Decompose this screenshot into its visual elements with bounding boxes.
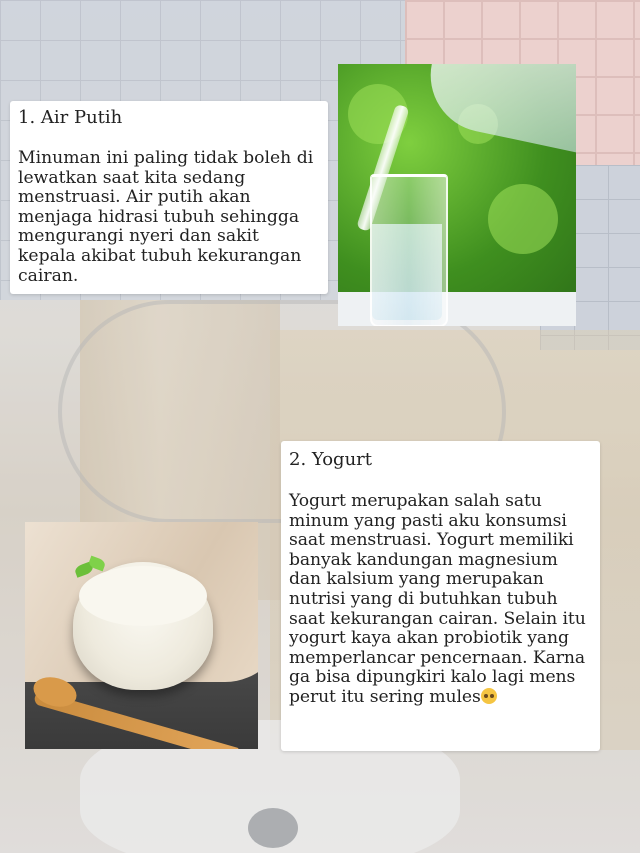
section-card-air-putih — [10, 101, 328, 294]
water-photo — [338, 64, 576, 326]
yogurt-photo — [25, 522, 258, 749]
yogurt-surface — [79, 566, 207, 626]
section-body: Minuman ini paling tidak boleh di lewatkan saat kita sedang menstruasi. Air putih akan menjaga hidrasi tubuh sehingga mengurangi nyeri dan sakit kepala akibat tubuh kekurangan cairan. — [18, 148, 314, 286]
section-title: 2. Yogurt — [289, 449, 373, 470]
pleading-face-emoji-icon — [481, 688, 497, 704]
section-body-wrapper — [289, 492, 592, 708]
section-card-yogurt — [281, 441, 600, 751]
section-title: 1. Air Putih — [18, 107, 123, 128]
pitcher — [420, 64, 576, 157]
glass-of-water-icon — [370, 174, 448, 326]
section-body: Yogurt merupakan salah satu minum yang pasti aku konsumsi saat menstruasi. Yogurt memiliki banyak kandungan magnesium dan kalsium yang merupakan nutrisi yang di butuhkan tubuh saat kekurangan cairan. Selain itu yogurt kaya akan probiotik yang memperlancar pencernaan. Karna ga bisa dipungkiri kalo lagi mens perut itu sering mules — [289, 491, 586, 707]
